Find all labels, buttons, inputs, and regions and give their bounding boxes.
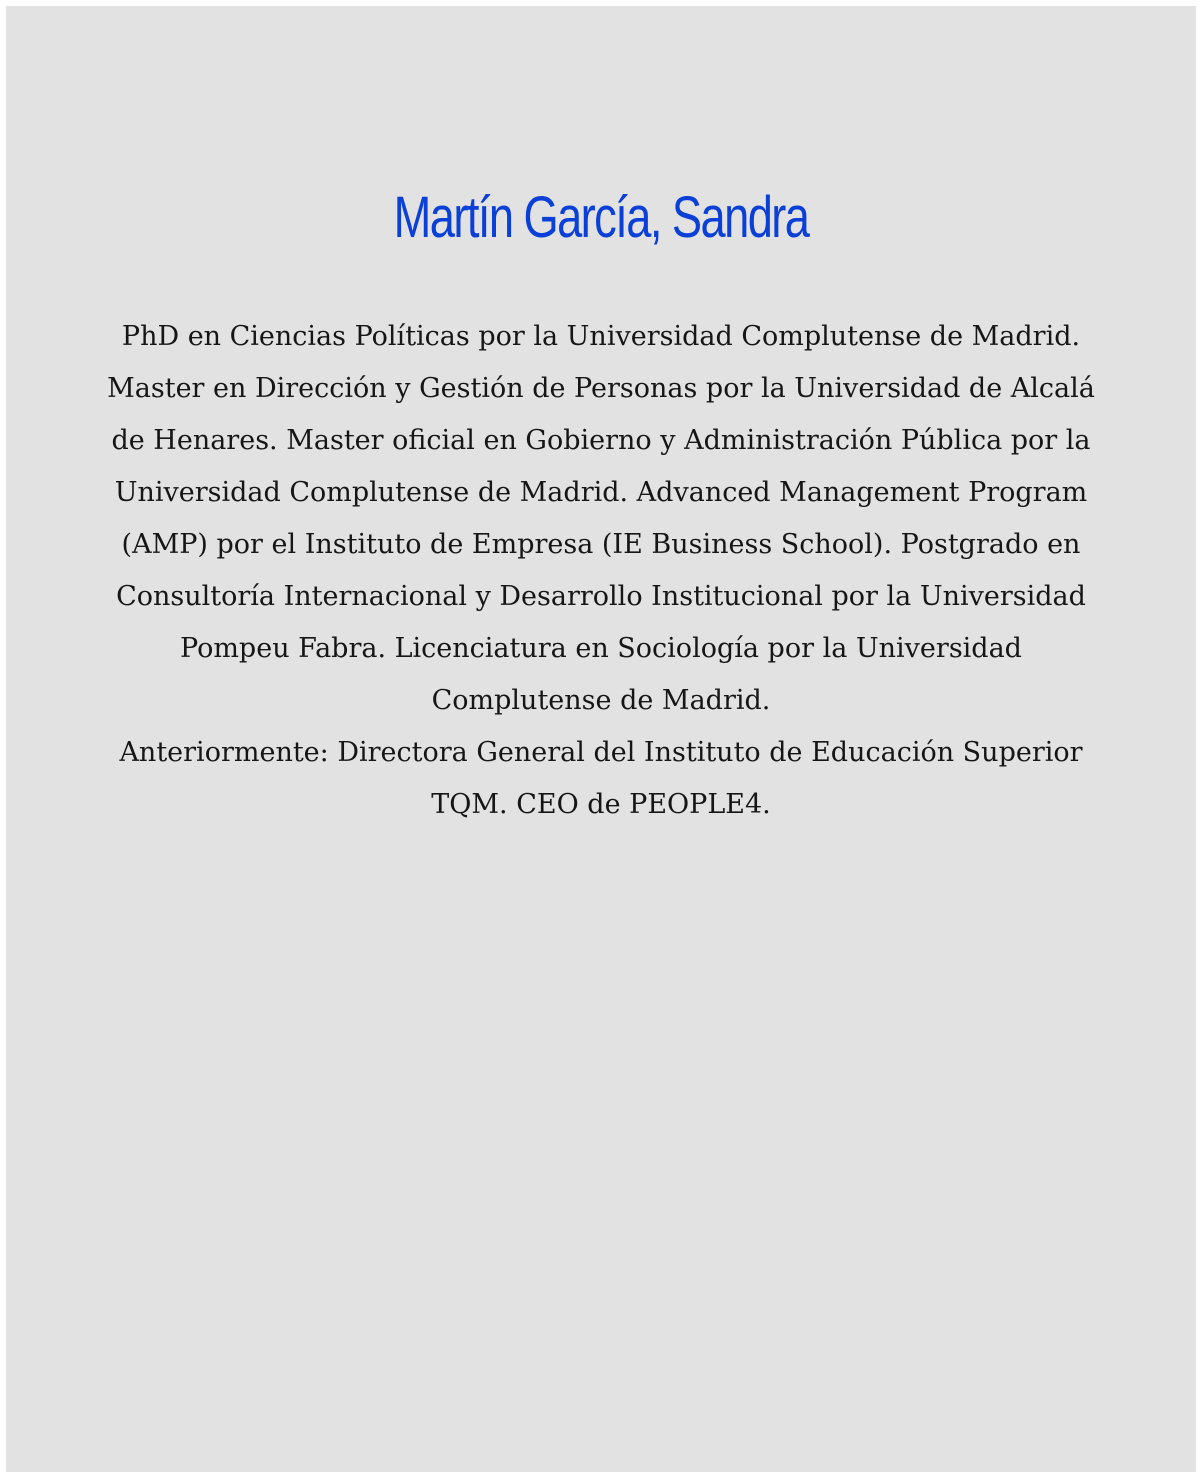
bio-education: PhD en Ciencias Políticas por la Universidad Complutense de Madrid. Master en Dirección y Gestión de Personas por la Universidad de Alcalá de Henares. Master oficial en Gobierno y Administración Pública por la Universidad Complutense de Madrid. Advanced Management Program (AMP) por el Instituto de Empresa (IE Business School). Postgrado en Consultoría Internacional y Desarrollo Institucional por la Universidad Pompeu Fabra. Licenciatura en Sociología por la Universidad Complutense de Madrid. [107,321,1095,716]
profile-name: Martín García, Sandra [393,185,809,250]
profile-bio [96,311,1106,831]
bio-previous-roles: Anteriormente: Directora General del Instituto de Educación Superior TQM. CEO de PEOPLE4. [119,737,1083,820]
profile-card [6,6,1196,1472]
